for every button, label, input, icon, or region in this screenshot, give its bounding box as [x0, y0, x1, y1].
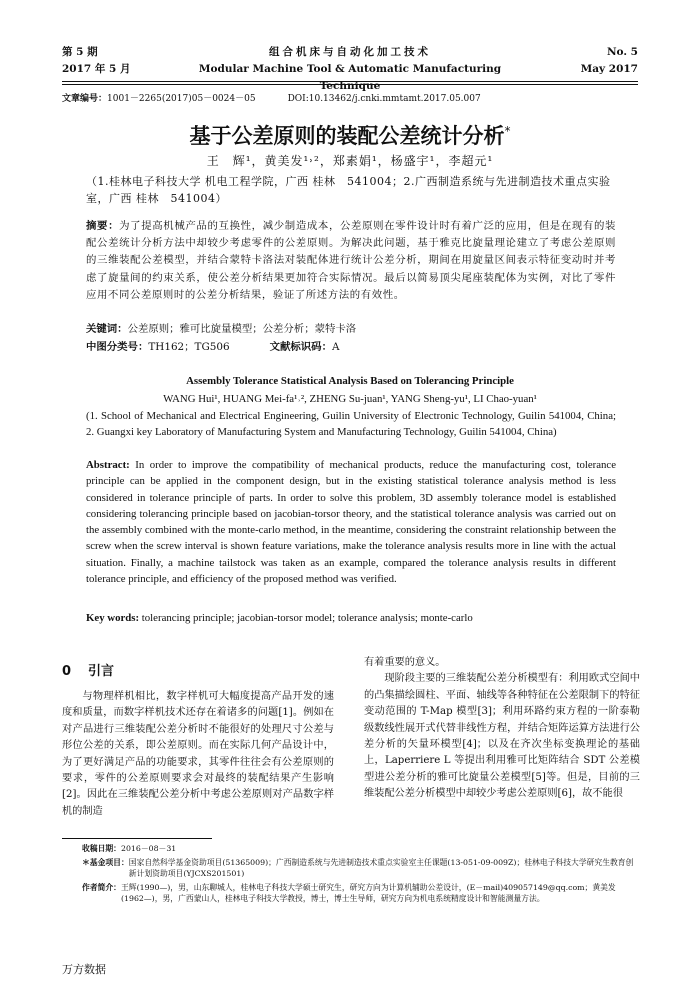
- section-number: 0: [62, 664, 72, 679]
- issue-en: No. 5: [606, 46, 638, 58]
- article-number: [62, 91, 481, 104]
- intro-paragraph-2: 现阶段主要的三维装配公差分析模型有：利用欧式空间中的凸集描绘圆柱、平面、轴线等各种特征在公差限制下的特征变动范围的 T-Map 模型[3]；利用环路约束方程的一阶泰勒级数线性展开式代替非线性方程，并结合矩阵运算方法进行公差分析的矢量环模型[4]；以及在齐次坐标变换理论的基础上，Laperriere L 等提出利用雅可比矩阵结合 SDT 公差模型进公差分析的雅可比旋量公差模型[5]等。但是，目前的三维装配公差分析模型中却较少考虑公差原则[6]，故不能很: [364, 673, 640, 800]
- received-date: 2016－08－31: [120, 844, 177, 853]
- journal-cn: 组合机床与自动化加工技术: [269, 46, 431, 58]
- title-cn: 基于公差原则的装配公差统计分析: [189, 124, 505, 148]
- title-en: Assembly Tolerance Statistical Analysis Based on Tolerancing Principle: [186, 375, 514, 387]
- article-number-value: 1001－2265(2017)05－0024－05: [107, 94, 256, 104]
- affiliation-en: (1. School of Mechanical and Electrical Engineering, Guilin University of Electronic Technology, Guilin 541004, China; 2. Guangxi key Laboratory of Manufacturing System and Manufacturing Technology, Guilin 541004, China): [86, 410, 616, 439]
- author-bio-text: 王辉(1990—)，男，山东聊城人，桂林电子科技大学硕士研究生，研究方向为计算机辅助公差设计，(E－mail)409057149@qq.com；黄美发(1962—)，男，广西蒙山人，桂林电子科技大学教授，博士，博士生导师，研究方向为机电系统精度设计和智能测量方法。: [120, 882, 616, 904]
- doc-code-label: 文献标识码：: [269, 341, 332, 353]
- received-label: 收稿日期：: [82, 844, 121, 853]
- footnote-fund: [82, 857, 638, 880]
- body-column-left: [62, 660, 334, 820]
- keywords-cn-label: 关键词：: [86, 323, 128, 335]
- doi: DOI:10.13462/j.cnki.mmtamt.2017.05.007: [287, 94, 481, 104]
- authors-cn: 王 辉¹，黄美发¹˒²，郑素娟¹，杨盛宇¹，李超元¹: [206, 154, 494, 168]
- header-left: [62, 44, 131, 78]
- issue-cn: 第 5 期: [62, 46, 98, 58]
- abstract-cn-text: 为了提高机械产品的互换性，减少制造成本，公差原则在零件设计时有着广泛的应用，但是在现有的装配公差统计分析方法中却较少考虑零件的公差原则。为解决此问题，基于雅克比旋量理论建立了考虑公差原则的三维装配公差模型，并结合蒙特卡洛法对装配体进行统计公差分析，期间在用旋量区间表示特征变动时并考虑了旋量间的约束关系，使公差分析结果更加符合实际情况。最后以简易顶尖尾座装配体为实例，对比了零件应用不同公差原则时的公差分析结果，验证了所述方法的有效性。: [86, 220, 616, 301]
- section-title: 引言: [88, 664, 115, 679]
- keywords-cn: [86, 321, 616, 338]
- article-number-label: 文章编号：: [62, 94, 108, 104]
- title-footnote-mark: *: [504, 124, 511, 138]
- date-en: May 2017: [580, 63, 638, 75]
- affiliation-cn: （1.桂林电子科技大学 机电工程学院，广西 桂林 541004；2.广西制造系统与先进制造技术重点实验室，广西 桂林 541004）: [86, 175, 611, 205]
- footnote-author: [82, 882, 638, 905]
- abstract-cn-label: 摘要：: [86, 220, 120, 232]
- clc-label: 中图分类号：: [86, 341, 149, 353]
- doc-code-value: A: [331, 341, 340, 353]
- footnotes: [82, 843, 638, 907]
- date-cn: 2017 年 5 月: [62, 63, 131, 75]
- author-bio-label: 作者简介：: [82, 882, 121, 892]
- header-right: [581, 44, 638, 78]
- section-heading: [62, 660, 334, 679]
- intro-continuation: 有着重要的意义。: [364, 657, 446, 668]
- watermark: 万方数据: [62, 963, 106, 976]
- footnote-rule: [62, 838, 212, 839]
- header-rule-thick: [62, 81, 638, 82]
- authors-en: WANG Hui¹, HUANG Mei-fa¹˒², ZHENG Su-juan¹, YANG Sheng-yu¹, LI Chao-yuan¹: [163, 393, 537, 405]
- page-title: [62, 120, 638, 150]
- body-column-right: [364, 655, 640, 803]
- abstract-en-label: Abstract:: [86, 459, 130, 471]
- keywords-en: [86, 610, 616, 626]
- keywords-cn-text: 公差原则；雅可比旋量模型；公差分析；蒙特卡洛: [127, 323, 357, 335]
- keywords-en-text: tolerancing principle; jacobian-torsor model; tolerance analysis; monte-carlo: [141, 612, 473, 624]
- clc-value: TH162；TG506: [148, 341, 230, 353]
- journal-en: Modular Machine Tool & Automatic Manufacturing Technique: [198, 63, 502, 92]
- header-rule-thin: [62, 84, 638, 85]
- abstract-cn: [86, 218, 616, 304]
- fund-label: ＊基金项目：: [82, 857, 129, 867]
- intro-paragraph-1: 与物理样机相比，数字样机可大幅度提高产品开发的速度和质量，而数字样机技术还存在着诸多的问题[1]。例如在对产品进行三维装配公差分析时不能很好的处理尺寸公差与形位公差的关系，即公差原则。而在实际几何产品设计中，为了更好满足产品的功能要求，其零件往往会有公差原则的要求，零件的公差原则要求会对最终的装配结果产生影响[2]。因此在三维装配公差分析中考虑公差原则对产品数字样机的制造: [62, 691, 334, 817]
- keywords-en-label: Key words:: [86, 612, 140, 624]
- abstract-en-text: In order to improve the compatibility of mechanical products, reduce the manufacturing cost, tolerance principle can be applied in the component design, but in the existing statistical tolerance analysis method is less considered in tolerance principle of parts. In order to solve this problem, 3D assembly tolerance model is established considering tolerancing principle based on jacobian-torsor theory, and the statistical tolerance analysis was carried out on the assembly combined with the monte-carlo method, in the meantime, considering the constraint relationship between the screw when the screw interval is shown feature variations, make the tolerance analysis results more in line with the actual situation. Finally, a machine tailstock was taken as an example, compared the tolerance analysis results in different tolerance principle, and efficiency of the proposed method was verified.: [86, 459, 616, 586]
- running-header: [62, 44, 638, 92]
- header-center: [182, 44, 518, 95]
- footnote-received: [82, 843, 638, 855]
- fund-text: 国家自然科学基金资助项目(51365009)；广西制造系统与先进制造技术重点实验室主任课题(13-051-09-009Z)；桂林电子科技大学研究生教育创新计划资助项目(YJCXS201501): [128, 857, 634, 879]
- classification-cn: [86, 339, 616, 356]
- abstract-en: [86, 457, 616, 587]
